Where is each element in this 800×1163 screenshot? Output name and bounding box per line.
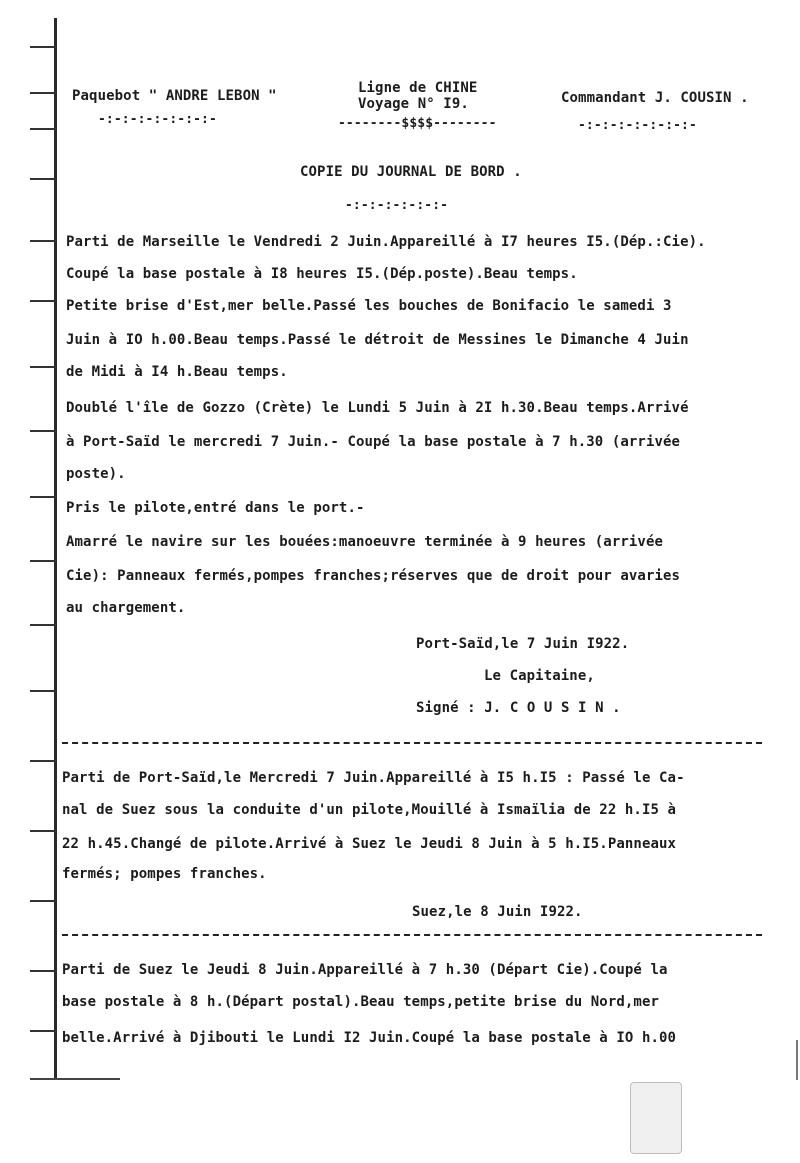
journal-line: Amarré le navire sur les bouées:manoeuvre terminée à 9 heures (arrivée xyxy=(66,534,664,550)
margin-tick xyxy=(30,970,56,972)
journal-line: au chargement. xyxy=(66,600,186,616)
binding-margin-line xyxy=(54,18,57,1078)
margin-tick xyxy=(30,1030,56,1032)
journal-line: base postale à 8 h.(Départ postal).Beau temps,petite brise du Nord,mer xyxy=(62,994,660,1010)
journal-line: 22 h.45.Changé de pilote.Arrivé à Suez le Jeudi 8 Juin à 5 h.I5.Panneaux xyxy=(62,836,677,852)
margin-tick xyxy=(30,128,56,130)
journal-line: poste). xyxy=(66,466,126,482)
ship-rule: -:-:-:-:-:-:-:- xyxy=(98,112,217,127)
journal-line: Parti de Marseille le Vendredi 2 Juin.Appareillé à I7 heures I5.(Dép.:Cie). xyxy=(66,234,706,250)
voyage-number: Voyage N° I9. xyxy=(358,96,469,112)
journal-line: Doublé l'île de Gozzo (Crète) le Lundi 5 Juin à 2I h.30.Beau temps.Arrivé xyxy=(66,400,689,416)
margin-tick xyxy=(30,760,56,762)
margin-tick xyxy=(30,560,56,562)
signature: Signé : J. C O U S I N . xyxy=(416,700,621,716)
bottom-rule xyxy=(30,1078,120,1080)
margin-tick xyxy=(30,496,56,498)
voyage-rule: --------$$$$-------- xyxy=(338,116,497,131)
journal-line: Petite brise d'Est,mer belle.Passé les bouches de Bonifacio le samedi 3 xyxy=(66,298,672,314)
margin-tick xyxy=(30,624,56,626)
place-date: Suez,le 8 Juin I922. xyxy=(412,904,583,920)
section-divider xyxy=(62,934,762,936)
archive-stamp xyxy=(630,1082,682,1154)
margin-tick xyxy=(30,690,56,692)
margin-tick xyxy=(30,300,56,302)
signature-role: Le Capitaine, xyxy=(484,668,595,684)
margin-tick xyxy=(30,900,56,902)
corner-mark xyxy=(786,1040,798,1080)
title-rule: -:-:-:-:-:-:- xyxy=(345,198,449,213)
margin-tick xyxy=(30,430,56,432)
journal-line: de Midi à I4 h.Beau temps. xyxy=(66,364,288,380)
commander-rule: -:-:-:-:-:-:-:- xyxy=(578,118,697,133)
journal-line: Parti de Port-Saïd,le Mercredi 7 Juin.Appareillé à I5 h.I5 : Passé le Ca- xyxy=(62,770,685,786)
journal-line: fermés; pompes franches. xyxy=(62,866,267,882)
journal-line: nal de Suez sous la conduite d'un pilote,Mouillé à Ismaïlia de 22 h.I5 à xyxy=(62,802,677,818)
line-name: Ligne de CHINE xyxy=(358,80,478,96)
commander-name: Commandant J. COUSIN . xyxy=(561,90,749,106)
journal-line: Juin à IO h.00.Beau temps.Passé le détroit de Messines le Dimanche 4 Juin xyxy=(66,332,689,348)
section-divider xyxy=(62,742,762,744)
ship-name: Paquebot " ANDRE LEBON " xyxy=(72,88,277,104)
margin-tick xyxy=(30,240,56,242)
page-title: COPIE DU JOURNAL DE BORD . xyxy=(300,164,522,180)
journal-line: Coupé la base postale à I8 heures I5.(Dép.poste).Beau temps. xyxy=(66,266,578,282)
journal-line: Pris le pilote,entré dans le port.- xyxy=(66,500,365,516)
margin-tick xyxy=(30,46,56,48)
journal-line: belle.Arrivé à Djibouti le Lundi I2 Juin.Coupé la base postale à IO h.00 xyxy=(62,1030,677,1046)
journal-line: Parti de Suez le Jeudi 8 Juin.Appareillé à 7 h.30 (Départ Cie).Coupé la xyxy=(62,962,668,978)
place-date: Port-Saïd,le 7 Juin I922. xyxy=(416,636,630,652)
journal-line: Cie): Panneaux fermés,pompes franches;réserves que de droit pour avaries xyxy=(66,568,681,584)
margin-tick xyxy=(30,830,56,832)
margin-tick xyxy=(30,366,56,368)
margin-tick xyxy=(30,178,56,180)
journal-line: à Port-Saïd le mercredi 7 Juin.- Coupé la base postale à 7 h.30 (arrivée xyxy=(66,434,681,450)
margin-tick xyxy=(30,92,56,94)
